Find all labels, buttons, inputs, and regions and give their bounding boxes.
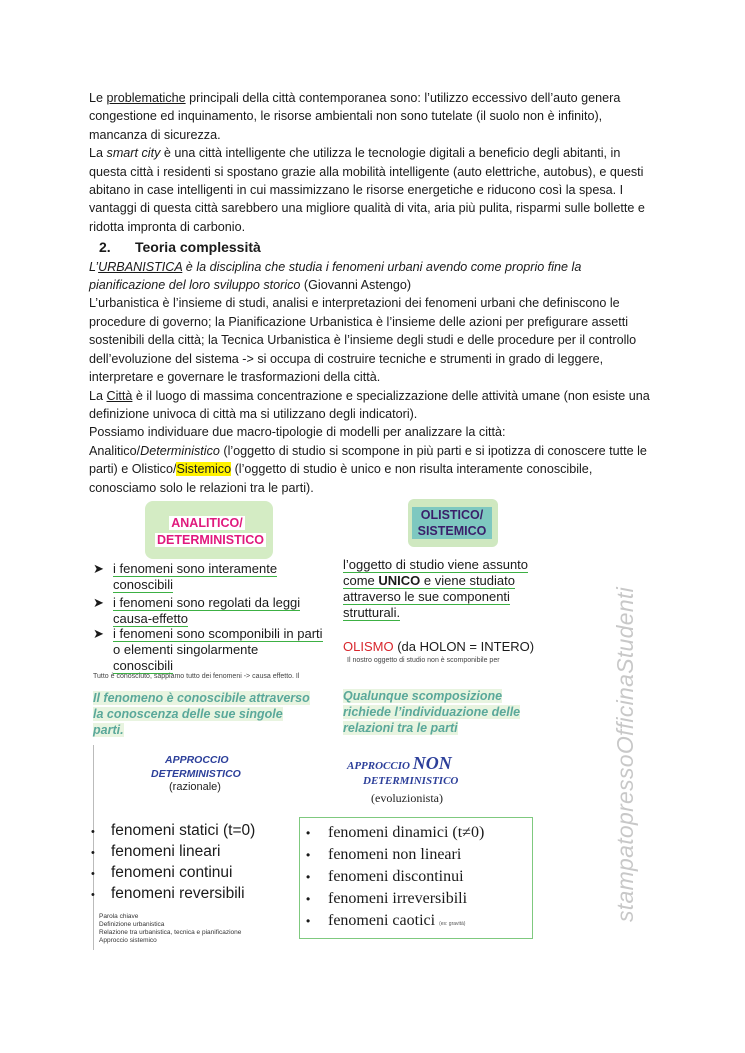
paragraph-smart-city: La smart city è una città intelligente che utilizza le tecnologie digitali a beneficio degli abitanti, in questa città i residenti si spostano grazie alla mobilità intelligente (auto elettriche, autobus), e questi abitano in case intelligenti in cui massimizzano le risorse energetiche e riducono così la spesa. I vantaggi di questa città sarebbero una migliore qualità di vita, aria più pulita, risparmi sulle bollette e ridotta impronta di carbonio. — [89, 146, 645, 234]
list-item: • fenomeni statici (t=0) — [91, 821, 255, 842]
figure-analitico-olistico — [89, 495, 545, 740]
analitico-bullet-2: ➤ i fenomeni sono regolati da leggi causa-effetto — [93, 595, 301, 626]
list-item: • fenomeni irreversibili — [306, 888, 532, 910]
list-item: • fenomeni lineari — [91, 842, 255, 863]
analitico-title-box — [145, 501, 273, 559]
section-number: 2. — [99, 239, 111, 256]
urbanistica-term: URBANISTICA — [98, 259, 183, 274]
olistico-title-1: OLISTICO/ — [420, 508, 484, 522]
paragraph-models: Possiamo individuare due macro-tipologie di modelli per analizzare la città: — [89, 425, 506, 440]
arrow-bullet-icon: ➤ — [93, 626, 104, 641]
non-deterministico-subtitle: (evoluzionista) — [371, 791, 443, 805]
analitico-conclusion: Il fenomeno è conoscibile attraverso la conoscenza delle sue singole parti. — [93, 691, 310, 737]
non-deterministico-title-2: DETERMINISTICO — [363, 775, 459, 787]
main-text — [89, 89, 659, 497]
gravity-note: (es: gravità) — [439, 921, 466, 927]
analitico-bullet-1: ➤ i fenomeni sono interamente conoscibili — [93, 561, 278, 592]
olistico-conclusion: Qualunque scomposizione richiede l’individuazione delle relazioni tra le parti — [343, 689, 521, 735]
sistemico-highlight: Sistemico — [176, 462, 232, 477]
analitico-tiny-note: Tutto è conosciuto, sappiamo tutto dei fenomeni -> causa effetto. Il — [93, 673, 300, 680]
analitico-title-1: ANALITICO/ — [171, 516, 243, 530]
watermark: stampatopressoOfficinaStudenti — [612, 586, 638, 922]
deterministico-list — [91, 821, 255, 905]
olistico-description: l’oggetto di studio viene assunto come UNICO e viene studiato attraverso le sue componenti strutturali. — [343, 557, 529, 620]
paragraph-model-types: Analitico/Deterministico (l’oggetto di studio si scompone in più parti e si ipotizza di conoscere tutte le parti) e Olistico/Sistemico (l’oggetto di studio è unico e non risulta interamente conoscibile, conosciamo solo le relazioni tra le parti). — [89, 443, 647, 495]
figure-approcci — [89, 745, 537, 950]
problematiche-term: problematiche — [106, 91, 186, 105]
definition-author: (Giovanni Astengo) — [300, 278, 412, 293]
analitico-bullet-3: ➤ i fenomeni sono scomponibili in parti o elementi singolarmente conoscibili — [93, 626, 323, 673]
deterministico-title: APPROCCIO DETERMINISTICO — [151, 754, 241, 780]
analitico-title-2: DETERMINISTICO — [157, 533, 264, 547]
list-item: • fenomeni non lineari — [306, 844, 532, 866]
paragraph-citta: La Città è il luogo di massima concentrazione e specializzazione delle attività umane (non esiste una definizione univoca di città ma si utilizzano degli indicatori). — [89, 388, 650, 421]
keyword-notes: Parola chiave Definizione urbanistica Relazione tra urbanistica, tecnica e pianificazione Approccio sistemico — [99, 913, 242, 944]
paragraph-problems: Le problematiche principali della città contemporanea sono: l’utilizzo eccessivo dell’auto genera congestione ed inquinamento, le risorse ambientali non sono tutelate (il suolo non è infinito), mancanza di sicurezza. — [89, 91, 621, 142]
paragraph-urbanistica: L’urbanistica è l’insieme di studi, analisi e interpretazioni dei fenomeni urbani che definiscono le procedure di governo; la Pianificazione Urbanistica è l’insieme delle azioni per prefigurare assetti sostenibili della città; la Tecnica Urbanistica è l’insieme degli studi e delle procedure per il controllo dell’evoluzione del sistema -> si occupa di costruire tecniche e strumenti in grado di leggere, interpretare e governare le trasformazioni della città. — [89, 296, 637, 385]
citta-term: Città — [106, 388, 133, 403]
non-deterministico-title: APPROCCIO NON — [347, 753, 452, 773]
deterministico-subtitle: (razionale) — [169, 781, 221, 793]
urbanistica-definition: L’URBANISTICA è la disciplina che studia i fenomeni urbani avendo come proprio fine la pianificazione del loro sviluppo storico (Giovanni Astengo) — [89, 259, 582, 293]
list-item: • fenomeni dinamici (t≠0) — [306, 822, 532, 844]
list-item: • fenomeni discontinui — [306, 866, 532, 888]
list-item: • fenomeni caotici (es: gravità) — [306, 910, 532, 935]
arrow-bullet-icon: ➤ — [93, 595, 104, 610]
list-item: • fenomeni continui — [91, 863, 255, 884]
section-title: Teoria complessità — [135, 239, 261, 256]
olistico-tiny-note: Il nostro oggetto di studio non è scomponibile per — [347, 657, 500, 664]
olistico-title-box — [408, 499, 498, 547]
section-heading — [99, 238, 659, 256]
list-item: • fenomeni reversibili — [91, 884, 255, 905]
olismo-line: OLISMO (da HOLON = INTERO) — [343, 639, 535, 654]
non-deterministico-list — [299, 817, 533, 939]
olistico-title-2: SISTEMICO — [417, 524, 487, 538]
smart-city-term: smart city — [106, 146, 161, 161]
arrow-bullet-icon: ➤ — [93, 561, 104, 576]
